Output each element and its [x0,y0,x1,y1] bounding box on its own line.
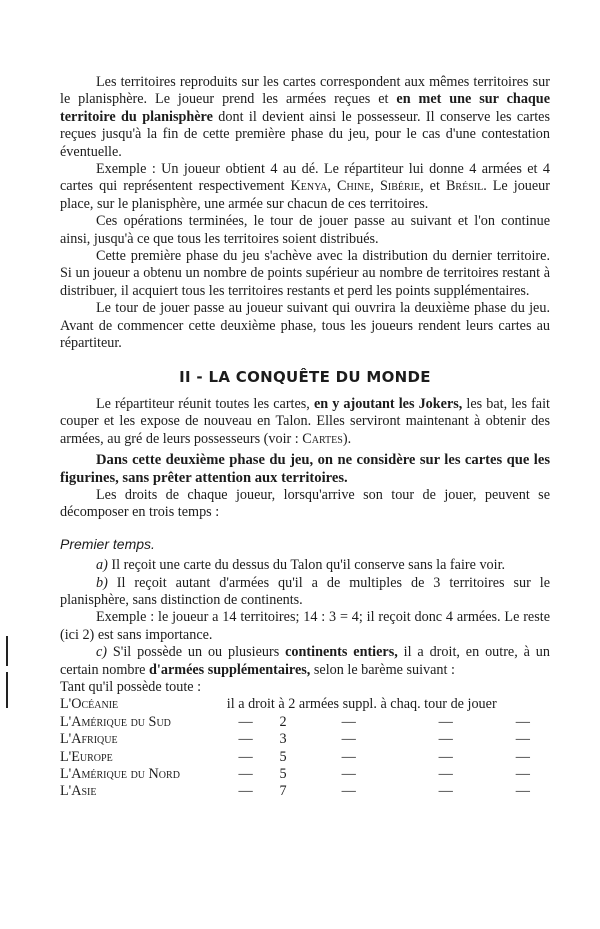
step-c-label: c) [96,644,108,661]
continent-name: L'Amérique du Nord [60,766,180,783]
dash-separator: — [341,783,356,800]
continent-name: L'Amérique du Sud [60,713,171,730]
continent-row [60,731,550,748]
dash-separator: — [438,731,453,748]
dash-separator: — [438,783,453,800]
paragraph-step-c: c) S'il possède un ou plusieurs continents entiers, il a droit, en outre, à un certain nombre d'armées supplémentaires, selon le barème suivant : [60,644,550,678]
dash-separator: — [515,731,530,748]
continent-row [60,783,550,800]
emphasis-place-army: en met une sur chaque territoire du planisphère [60,91,550,125]
territory-bresil: Brésil [445,178,484,195]
dash-separator: — [238,713,253,730]
paragraph-step-b: b) Il reçoit autant d'armées qu'il a de multiples de 3 territoires sur le planisphère, sans distinction de continents. [60,574,550,608]
step-b-label: b) [96,574,108,591]
table-intro: Tant qu'il possède toute : [60,679,202,695]
paragraph-first-phase-end: Cette première phase du jeu s'achève avec la distribution du dernier territoire. Si un joueur a obtenu un nombre de points supérieur au nombre de territoires restant à distribuer, il acquiert tous les territoires restants et perd les points supplémentaires. [60,248,550,299]
margin-bracket-lower [6,672,8,708]
section-heading: II - LA CONQUÊTE DU MONDE [179,367,431,386]
continent-row [60,749,550,766]
dash-separator: — [438,748,453,765]
dash-separator: — [341,766,356,783]
table-header-text: il a droit à 2 armées suppl. à chaq. tour de jouer [226,696,497,713]
paragraph-jokers: Le répartiteur réunit toutes les cartes, en y ajoutant les Jokers, les bat, les fait couper et les expose de nouveau en Talon. Elles serviront maintenant à obtenir des armées, au gré de leurs possesseurs (voir : Cartes). [60,395,550,447]
continent-row [60,696,550,713]
paragraph-operations: Ces opérations terminées, le tour de jouer passe au suivant et l'on continue ainsi, jusqu'à ce que tous les territoires soient distribués. [60,213,550,247]
armies-count: 5 [279,766,287,783]
dash-separator: — [238,731,253,748]
paragraph-figurines-rule: Dans cette deuxième phase du jeu, on ne considère sur les cartes que les figurines, sans prêter attention aux territoires. [60,452,550,486]
dash-separator: — [238,783,253,800]
continent-row [60,714,550,731]
dash-separator: — [515,713,530,730]
paragraph-territories: Les territoires reproduits sur les cartes correspondent aux mêmes territoires sur le planisphère. Le joueur prend les armées reçues et en met une sur chaque territoire du planisphère dont il devient ainsi le possesseur. Il conserve les cartes reçues jusqu'à la fin de cette première phase du jeu, pour le cas d'une contestation éventuelle. [60,74,550,160]
territory-siberie: Sibérie [379,178,421,195]
armies-count: 5 [279,748,287,765]
section-first-step: Premier temps. [60,535,155,552]
dash-separator: — [341,731,356,748]
emphasis-extra-armies: d'armées supplémentaires, [149,661,311,678]
paragraph-example-territories: Exemple : le joueur a 14 territoires; 14 : 3 = 4; il reçoit donc 4 armées. Le reste (ici 2) est sans importance. [60,609,550,643]
dash-separator: — [515,783,530,800]
continent-name: L'Afrique [60,731,118,748]
dash-separator: — [515,748,530,765]
armies-count: 2 [279,713,287,730]
dash-separator: — [238,766,253,783]
paragraph-second-phase-start: Le tour de jouer passe au joueur suivant qui ouvrira la deuxième phase du jeu. Avant de commencer cette deuxième phase, tous les joueurs rendent leurs cartes au répartiteur. [60,300,550,352]
continent-row [60,766,550,783]
armies-count: 7 [279,783,287,800]
dash-separator: — [515,766,530,783]
territory-chine: Chine [337,178,371,195]
dash-separator: — [438,713,453,730]
paragraph-three-steps: Les droits de chaque joueur, lorsqu'arrive son tour de jouer, peuvent se décomposer en trois temps : [60,486,550,521]
continent-name: L'Océanie [60,696,119,713]
step-a-label: a) [96,557,108,574]
continent-name: L'Europe [60,748,113,765]
margin-bracket-upper [6,636,8,666]
armies-count: 3 [279,731,287,748]
territory-kenya: Kenya [290,178,328,195]
dash-separator: — [438,766,453,783]
reference-cartes: Cartes [302,430,343,447]
emphasis-continents: continents entiers, [285,644,398,661]
dash-separator: — [341,713,356,730]
paragraph-step-a: a) Il reçoit une carte du dessus du Talon qu'il conserve sans la faire voir. [96,557,506,574]
continent-name: L'Asie [60,783,97,800]
emphasis-jokers: en y ajoutant les Jokers, [313,395,463,412]
paragraph-example-dice: Exemple : Un joueur obtient 4 au dé. Le répartiteur lui donne 4 armées et 4 cartes qui représentent respectivement Kenya, Chine, Sibérie, et Brésil. Le joueur place, sur le planisphère, une armée sur chacun de ces territoires. [60,161,551,212]
rules-page [60,74,550,801]
continent-bonus-table [60,696,550,800]
dash-separator: — [238,748,253,765]
dash-separator: — [341,748,356,765]
